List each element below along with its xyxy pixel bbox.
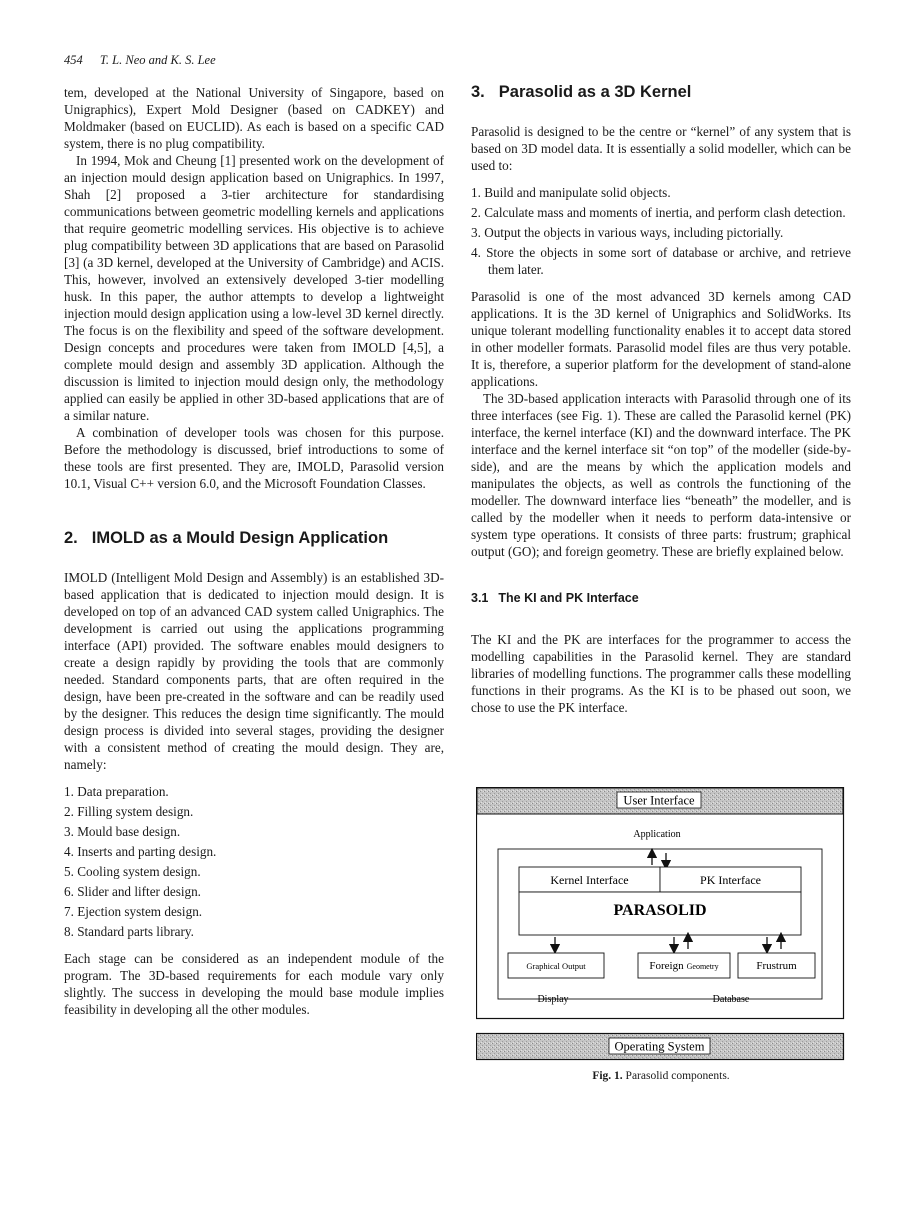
list-item: 5. Cooling system design. <box>64 864 201 879</box>
parasolid-label: PARASOLID <box>613 902 707 919</box>
frustrum-label: Frustrum <box>756 960 797 972</box>
geometry-word: Geometry <box>686 962 719 971</box>
pk-interface-label: PK Interface <box>700 873 761 887</box>
list-item: 2. Calculate mass and moments of inertia, and perform clash detection. <box>471 205 846 220</box>
paragraph: Parasolid is one of the most advanced 3D kernels among CAD applications. It is the 3D kernel of Unigraphics and SolidWorks. Its unique tolerant modelling functionality enables it to accept data stored in other modeller formats. Parasolid model files are thus very potable. It is, therefore, a superior platform for the development of stand-alone applications. <box>471 289 851 389</box>
operating-system-label: Operating System <box>614 1039 705 1054</box>
list-item: 7. Ejection system design. <box>64 904 203 919</box>
figure-caption <box>476 1070 846 1082</box>
application-label: Application <box>633 829 681 840</box>
section-number: 3. <box>471 83 485 101</box>
capability-list <box>471 184 851 278</box>
kernel-interface-label: Kernel Interface <box>550 873 629 887</box>
stage-list <box>64 783 444 940</box>
caption-text: Parasolid components. <box>625 1070 730 1082</box>
list-item: 2. Filling system design. <box>64 804 194 819</box>
paragraph: IMOLD (Intelligent Mold Design and Assembly) is an established 3D-based application that is dedicated to injection mould design. It is developed on top of an advanced CAD system called Unigraphics. The development is carried out using the applications programming interface (API) provided. The software enables mould designers to create a design rapidly by providing the tools that are commonly needed. Standard components parts, that are often required in the design, have been pre-created in the software and can be readily used by the designer. This reduces the design time significantly. The mould design process is divided into several stages, providing the designer with a consistent method of creating the mould design. They are, namely: <box>64 570 444 772</box>
list-item: 6. Slider and lifter design. <box>64 884 201 899</box>
list-item: 3. Output the objects in various ways, including pictorially. <box>471 225 784 240</box>
list-item: 1. Data preparation. <box>64 784 169 799</box>
database-label: Database <box>712 994 750 1005</box>
left-column <box>64 84 444 1018</box>
parasolid-components-diagram <box>476 787 846 1062</box>
list-item: 8. Standard parts library. <box>64 924 194 939</box>
running-head <box>64 53 216 68</box>
figure-1 <box>476 787 846 1082</box>
paragraph: Parasolid is designed to be the centre or “kernel” of any system that is based on 3D model data. It is essentially a solid modeller, which can be used to: <box>471 124 851 173</box>
paragraph: In 1994, Mok and Cheung [1] presented work on the development of an injection mould design application based on Unigraphics. In 1997, Shah [2] proposed a 3-tier architecture for standardising communications between geometric modelling kernels and applications that require geometric modelling services. His objective is to achieve plug compatibility between 3D applications that are based on Parasolid [3] (a 3D kernel, developed at the University of Cambridge) and ACIS. This, however, involved an extensively developed 3-tier modelling husk. In this paper, the author attempts to develop a lightweight injection mould design application using a low-level 3D kernel directly. The focus is on the flexibility and speed of the software development. Design concepts and procedures were taken from IMOLD [4,5], a complete mould design and assembly 3D application. Although the discussion is limited to injection mould design only, the methodology applied can easily be applied in other 3D-based applications that are of a similar nature. <box>64 153 444 423</box>
foreign-word: Foreign <box>649 960 684 972</box>
page-number: 454 <box>64 53 83 67</box>
section-number: 2. <box>64 529 78 547</box>
list-item: 4. Inserts and parting design. <box>64 844 217 859</box>
paragraph: A combination of developer tools was chosen for this purpose. Before the methodology is discussed, brief introductions to some of these tools are first presented. They are, IMOLD, Parasolid version 10.1, Visual C++ version 6.0, and the Microsoft Foundation Classes. <box>64 425 444 491</box>
list-item: 4. Store the objects in some sort of database or archive, and retrieve them later. <box>471 245 851 277</box>
subsection-title: The KI and PK Interface <box>498 591 639 605</box>
list-item: 3. Mould base design. <box>64 824 181 839</box>
subsection-number: 3.1 <box>471 591 489 605</box>
caption-label: Fig. 1. <box>592 1070 623 1082</box>
paragraph: Each stage can be considered as an independent module of the program. The 3D-based requirements for each module vary only slightly. The success in developing the mould base module implies feasibility in developing all the other modules. <box>64 951 444 1017</box>
section-heading-2 <box>64 530 444 547</box>
display-label: Display <box>537 994 569 1005</box>
graphical-output-label: Graphical Output <box>526 961 586 971</box>
paragraph: The 3D-based application interacts with Parasolid through one of its three interfaces (see Fig. 1). These are called the Parasolid kernel (PK) interface, the kernel interface (KI) and the downward interface. The PK interface and the kernel interface sit “on top” of the modeller (side-by-side), and are the means by which the application models and manipulates the objects, as well as controls the functioning of the modeller. The downward interface lies “beneath” the modeller, and is called by the modeller when it needs to perform data-intensive or system type operations. It consists of three parts: frustrum; graphical output (GO); and foreign geometry. These are briefly explained below. <box>471 391 851 559</box>
section-title: IMOLD as a Mould Design Application <box>91 529 389 547</box>
paragraph: tem, developed at the National University of Singapore, based on Unigraphics), Expert Mold Designer (based on CADKEY) and Moldmaker (based on EUCLID). As each is based on a specific CAD system, there is no plug compatibility. <box>64 85 444 151</box>
paragraph: The KI and the PK are interfaces for the programmer to access the modelling capabilities in the Parasolid kernel. They are standard libraries of modelling functions. The programmer calls these modelling functions in their programs. As the KI is to be phased out soon, we chose to use the PK interface. <box>471 632 851 715</box>
user-interface-label: User Interface <box>623 793 695 808</box>
running-head-authors: T. L. Neo and K. S. Lee <box>99 53 216 67</box>
list-item: 1. Build and manipulate solid objects. <box>471 185 671 200</box>
subsection-heading-3-1 <box>471 590 851 607</box>
section-heading-3 <box>471 84 851 101</box>
right-column <box>471 84 851 716</box>
section-title: Parasolid as a 3D Kernel <box>498 83 692 101</box>
